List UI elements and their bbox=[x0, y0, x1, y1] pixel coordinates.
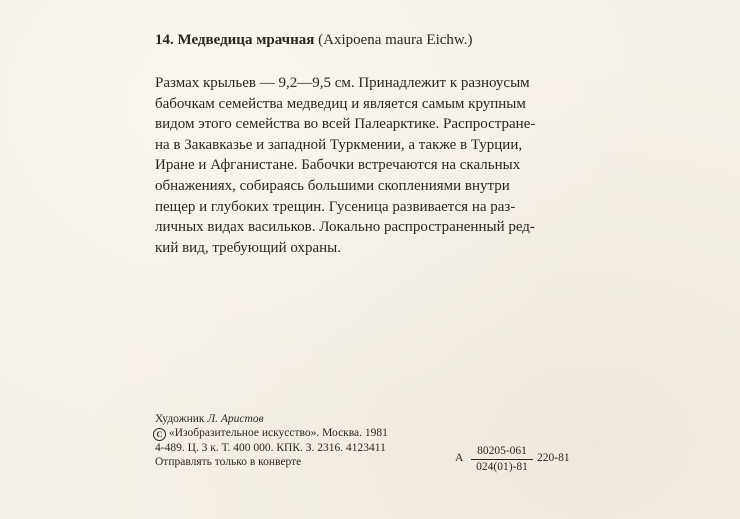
description-line: бабочкам семейства медведиц и является самым крупным bbox=[155, 95, 526, 112]
copyright-icon: C bbox=[153, 428, 166, 441]
description-line: Иране и Афганистане. Бабочки встречаются на скальных bbox=[155, 157, 521, 174]
mailing-note: Отправлять только в конверте bbox=[155, 456, 302, 468]
description-line: пещер и глубоких трещин. Гусеница развивается на раз- bbox=[155, 198, 516, 215]
price-numerator: 80205-061 bbox=[477, 445, 527, 457]
species-number: 14. bbox=[155, 32, 174, 48]
price-denominator: 024(01)-81 bbox=[476, 461, 528, 473]
price-fraction bbox=[471, 445, 533, 474]
species-latin-name: (Axipoena maura Eichw.) bbox=[318, 32, 473, 48]
description-line: обнажениях, собираясь большими скоплениями внутри bbox=[155, 177, 510, 194]
species-title bbox=[155, 31, 473, 49]
publisher-name: «Изобразительное искусство». Москва. 1981 bbox=[169, 427, 388, 439]
species-name: Медведица мрачная bbox=[177, 32, 315, 48]
price-letter: А bbox=[455, 452, 464, 464]
artist-name: Л. Аристов bbox=[207, 413, 264, 425]
artist-credit bbox=[155, 412, 388, 426]
price-index: 220-81 bbox=[537, 452, 570, 464]
print-info: 4-489. Ц. 3 к. Т. 400 000. КПК. З. 2316. 4123411 bbox=[155, 442, 386, 454]
species-description bbox=[155, 73, 575, 258]
imprint-credits bbox=[155, 412, 388, 469]
description-line: на в Закавказье и западной Туркмении, а также в Турции, bbox=[155, 136, 523, 153]
description-line: личных видах васильков. Локально распространенный ред- bbox=[155, 219, 535, 236]
fraction-divider bbox=[471, 459, 533, 460]
artist-label: Художник bbox=[155, 413, 205, 425]
description-line: Размах крыльев — 9,2—9,5 см. Принадлежит к разноусым bbox=[155, 75, 530, 91]
description-line: кий вид, требующий охраны. bbox=[155, 239, 341, 256]
publisher-line bbox=[155, 426, 388, 441]
description-line: видом этого семейства во всей Палеарктике. Распростране- bbox=[155, 116, 536, 133]
